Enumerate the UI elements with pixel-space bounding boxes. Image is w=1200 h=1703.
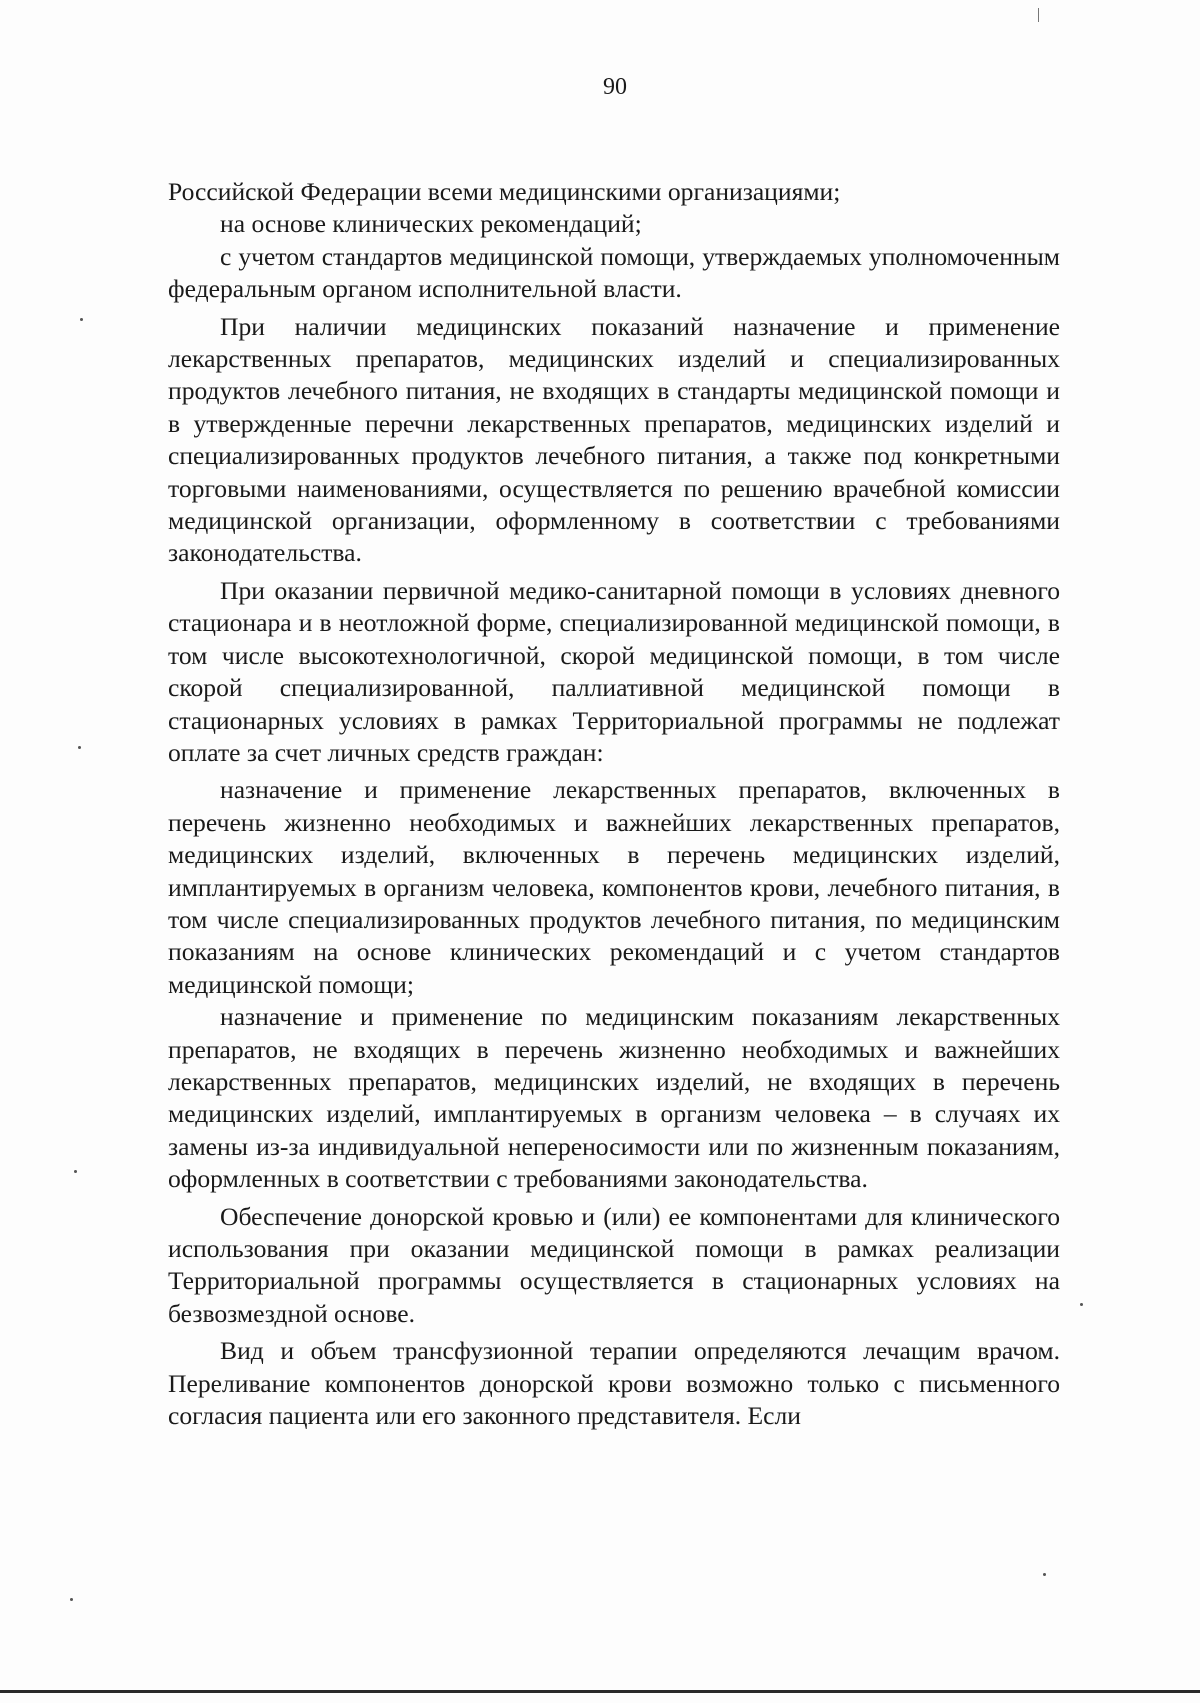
scan-artifact-dot <box>74 1170 77 1173</box>
document-body <box>168 176 1060 1432</box>
scan-artifact-mark <box>1038 8 1039 22</box>
scan-artifact-dot <box>80 318 83 321</box>
paragraph-6: назначение и применение лекарственных препаратов, включенных в перечень жизненно необходимых и важнейших лекарственных препаратов, медицинских изделий, включенных в перечень медицинских изделий, имплантируемых в организм человека, компонентов крови, лечебного питания, в том числе специализированных продуктов лечебного питания, по медицинским показаниям на основе клинических рекомендаций и с учетом стандартов медицинской помощи; <box>168 775 1060 999</box>
scan-artifact-dot <box>78 746 81 749</box>
paragraph-1: Российской Федерации всеми медицинскими организациями; <box>168 177 841 206</box>
paragraph-3: с учетом стандартов медицинской помощи, утверждаемых уполномоченным федеральным органом исполнительной власти. <box>168 241 1060 304</box>
scan-edge-line <box>0 1690 1200 1693</box>
scan-artifact-dot <box>70 1598 73 1601</box>
paragraph-7: назначение и применение по медицинским показаниям лекарственных препаратов, не входящих в перечень жизненно необходимых и важнейших лекарственных препаратов, медицинских изделий, не входящих в перечень медицинских изделий, имплантируемых в организм человека – в случаях их замены из-за индивидуальной непереносимости или по жизненным показаниям, оформленных в соответствии с требованиями законодательства. <box>168 1002 1060 1194</box>
paragraph-2: на основе клинических рекомендаций; <box>220 209 642 239</box>
paragraph-5: При оказании первичной медико-санитарной помощи в условиях дневного стационара и в неотложной форме, специализированной медицинской помощи, в том числе высокотехнологичной, скорой медицинской помощи, в том числе скорой специализированной, паллиативной медицинской помощи в стационарных условиях в рамках Территориальной программы не подлежат оплате за счет личных средств граждан: <box>168 575 1060 767</box>
paragraph-8: Обеспечение донорской кровью и (или) ее компонентами для клинического использования при оказании медицинской помощи в рамках реализации Территориальной программы осуществляется в стационарных условиях на безвозмездной основе. <box>168 1201 1060 1328</box>
page-number: 90 <box>603 74 627 100</box>
paragraph-9: Вид и объем трансфузионной терапии определяются лечащим врачом. Переливание компонентов донорской крови возможно только с письменного согласия пациента или его законного представителя. Если <box>168 1336 1060 1431</box>
paragraph-4: При наличии медицинских показаний назначение и применение лекарственных препаратов, медицинских изделий и специализированных продуктов лечебного питания, не входящих в стандарты медицинской помощи и в утвержденные перечни лекарственных препаратов, медицинских изделий и специализированных продуктов лечебного питания, а также под конкретными торговыми наименованиями, осуществляется по решению врачебной комиссии медицинской организации, оформленному в соответствии с требованиями законодательства. <box>168 311 1060 568</box>
scan-artifact-dot <box>1080 1303 1083 1306</box>
scan-artifact-dot <box>1043 1573 1046 1576</box>
